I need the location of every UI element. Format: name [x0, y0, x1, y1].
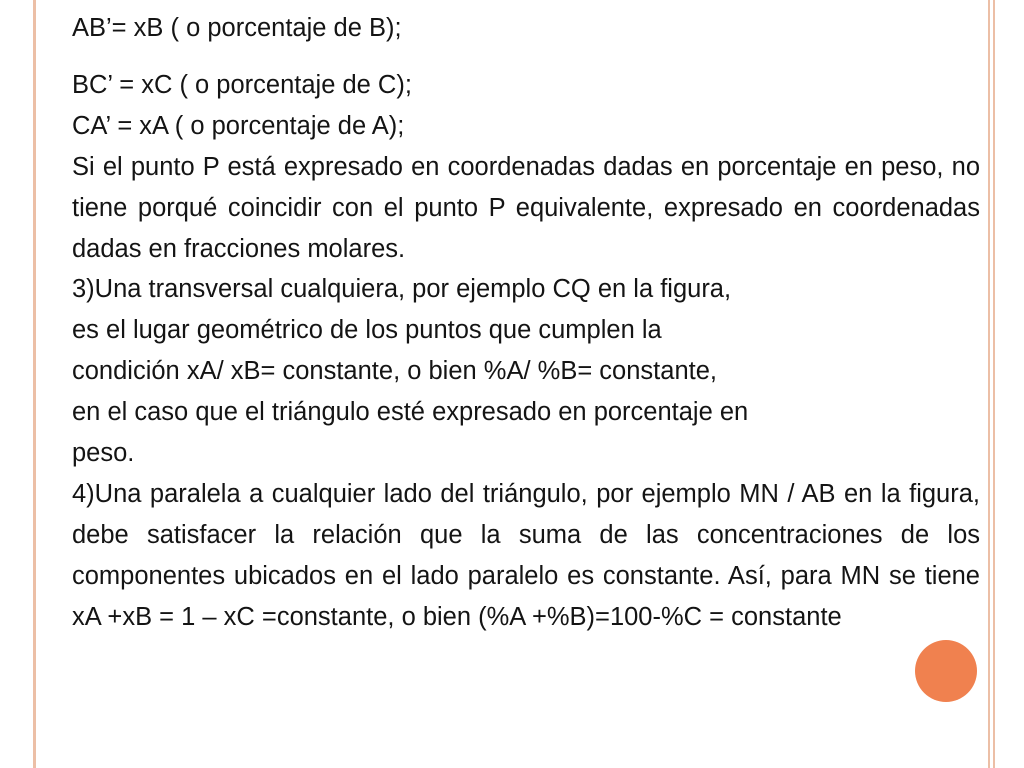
paragraph-3-line-1: 3)Una transversal cualquiera, por ejemplo CQ en la figura,	[72, 275, 732, 304]
right-border-line-outer	[988, 0, 990, 768]
line-ca: CA’ = xA ( o porcentaje de A);	[72, 111, 405, 140]
paragraph-3-line-3: condición xA/ xB= constante, o bien %A/ %B= constante,	[72, 357, 717, 386]
paragraph-3-line-2: es el lugar geométrico de los puntos que cumplen la	[72, 316, 662, 345]
slide-body	[72, 8, 980, 638]
decorative-orange-circle	[915, 640, 977, 702]
paragraph-4: 4)Una paralela a cualquier lado del triángulo, por ejemplo MN / AB en la figura, debe satisfacer la relación que la suma de las concentraciones de los componentes ubicados en el lado paralelo es constante. Así, para MN se tiene xA +xB = 1 – xC =constante, o bien (%A +%B)=100-%C = constante	[72, 479, 980, 631]
paragraph-3-line-5: peso.	[72, 439, 135, 468]
paragraph-point-p: Si el punto P está expresado en coordenadas dadas en porcentaje en peso, no tiene porqué coincidir con el punto P equivalente, expresado en coordenadas dadas en fracciones molares.	[72, 152, 980, 263]
paragraph-3-line-4: en el caso que el triángulo esté expresado en porcentaje en	[72, 398, 749, 427]
line-ab: AB’= xB ( o porcentaje de B);	[72, 14, 402, 42]
right-border-line-inner	[993, 0, 995, 768]
left-border-line	[33, 0, 36, 768]
line-bc: BC’ = xC ( o porcentaje de C);	[72, 70, 412, 99]
